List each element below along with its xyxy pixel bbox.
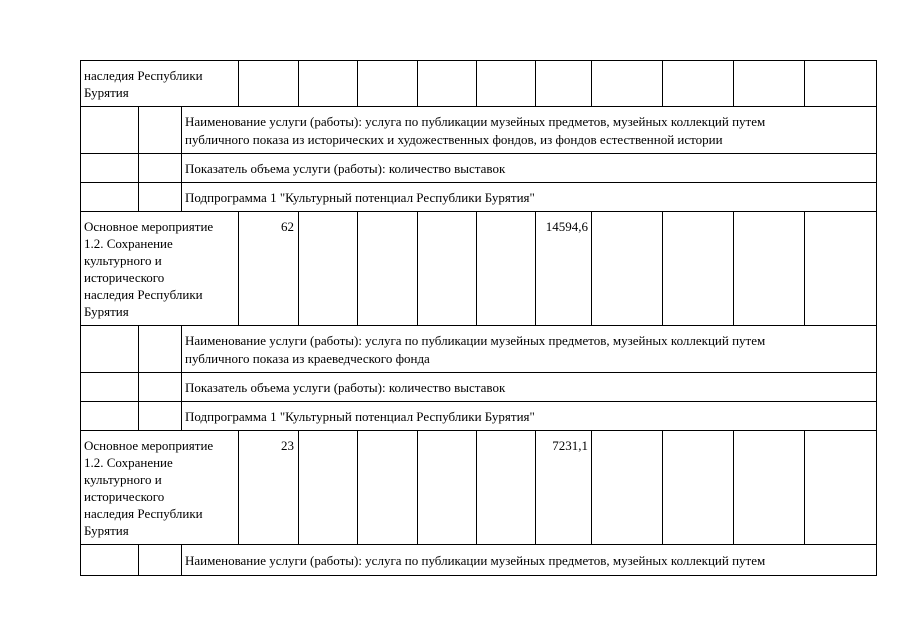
service-name-line: Наименование услуги (работы): услуга по публикации музейных предметов, музейных коллекций путем [185,553,766,568]
amount-value: 7231,1 [552,438,588,453]
row-separator [80,211,877,212]
activity-name-line: наследия Республики [84,287,203,302]
indicator-text: Показатель объема услуги (работы): количество выставок [185,380,506,395]
column-separator [181,544,182,576]
row-separator [80,401,877,402]
activity-name-line: Основное мероприятие [84,438,214,453]
column-separator [591,211,592,326]
table-border-right [876,60,877,576]
column-separator [357,211,358,326]
service-name-line: публичного показа из краеведческого фонда [185,351,430,366]
table-border-top [80,60,877,61]
budget-table [80,60,877,576]
column-separator [662,211,663,326]
row-separator [80,106,877,107]
service-name-line: Наименование услуги (работы): услуга по публикации музейных предметов, музейных коллекций путем [185,333,766,348]
activity-name-line: Бурятия [84,304,129,319]
column-separator [298,211,299,326]
column-separator [238,211,239,326]
column-separator [181,106,182,212]
column-separator [298,430,299,545]
row-separator [80,325,877,326]
column-separator [733,430,734,545]
row-separator [80,153,877,154]
row-separator [80,372,877,373]
column-separator [804,60,805,107]
row-separator [80,430,877,431]
service-name-line: публичного показа из исторических и художественных фондов, из фондов естественной истории [185,132,723,147]
column-separator [138,106,139,212]
activity-name-line: Бурятия [84,85,129,100]
column-separator [357,430,358,545]
column-separator [238,60,239,107]
column-separator [804,211,805,326]
column-separator [476,211,477,326]
activity-name-line: исторического [84,270,165,285]
column-separator [733,211,734,326]
column-separator [662,430,663,545]
column-separator [733,60,734,107]
column-separator [476,60,477,107]
count-value: 23 [281,438,294,453]
column-separator [804,430,805,545]
activity-name-line: Основное мероприятие [84,219,214,234]
table-border-bottom [80,575,877,576]
subprogram-text: Подпрограмма 1 "Культурный потенциал Республики Бурятия" [185,409,535,424]
column-separator [357,60,358,107]
column-separator [662,60,663,107]
row-separator [80,544,877,545]
column-separator [535,60,536,107]
column-separator [238,430,239,545]
column-separator [181,325,182,431]
row-separator [80,182,877,183]
column-separator [591,430,592,545]
amount-value: 14594,6 [545,219,588,234]
activity-name-line: наследия Республики [84,68,203,83]
column-separator [591,60,592,107]
activity-name-line: наследия Республики [84,506,203,521]
column-separator [535,430,536,545]
column-separator [298,60,299,107]
table-border-left [80,60,81,576]
column-separator [417,211,418,326]
activity-name-line: исторического [84,489,165,504]
activity-name-line: культурного и [84,472,162,487]
activity-name-line: 1.2. Сохранение [84,455,173,470]
column-separator [535,211,536,326]
activity-name-line: Бурятия [84,523,129,538]
column-separator [417,60,418,107]
column-separator [417,430,418,545]
service-name-line: Наименование услуги (работы): услуга по публикации музейных предметов, музейных коллекций путем [185,114,766,129]
subprogram-text: Подпрограмма 1 "Культурный потенциал Республики Бурятия" [185,190,535,205]
count-value: 62 [281,219,294,234]
column-separator [138,544,139,576]
column-separator [476,430,477,545]
column-separator [138,325,139,431]
activity-name-line: 1.2. Сохранение [84,236,173,251]
activity-name-line: культурного и [84,253,162,268]
indicator-text: Показатель объема услуги (работы): количество выставок [185,161,506,176]
